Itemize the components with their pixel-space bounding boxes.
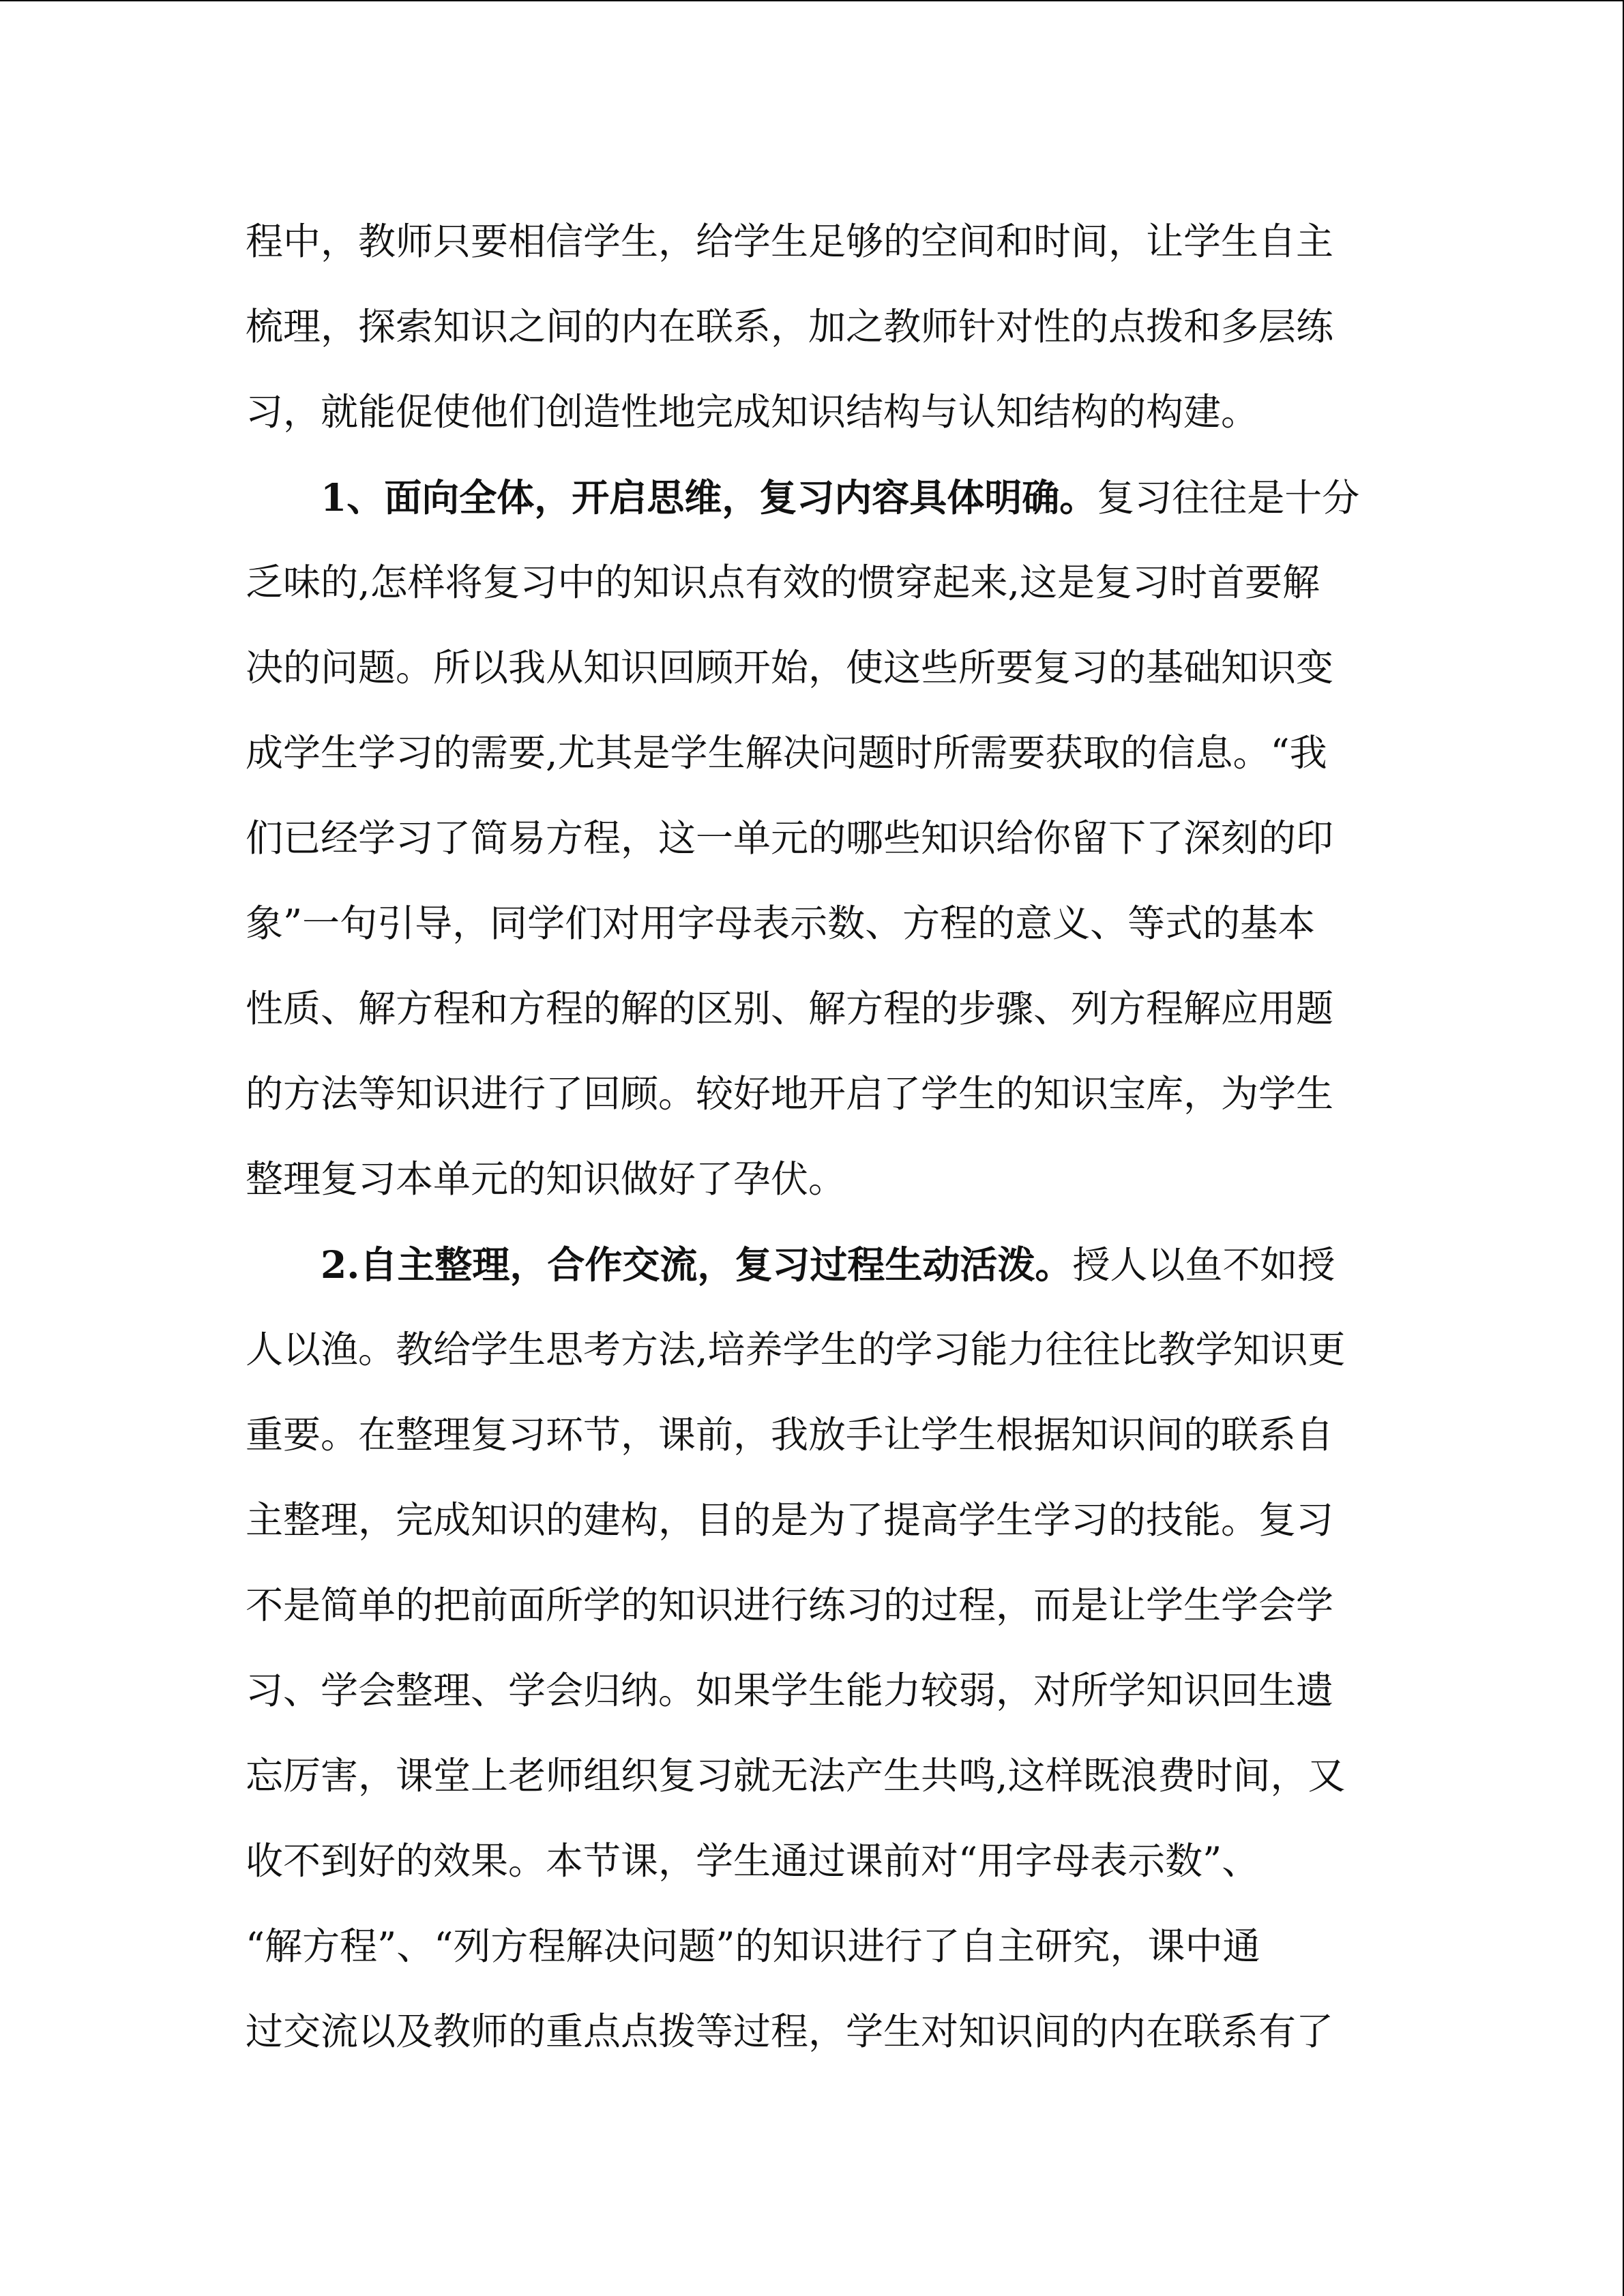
text-line: 人以渔。教给学生思考方法,培养学生的学习能力往往比教学知识更: [246, 1328, 1346, 1371]
section-1-line: [246, 455, 1378, 540]
text-line: 习、学会整理、学会归纳。如果学生能力较弱，对所学知识回生遗: [246, 1669, 1334, 1712]
text-line: 乏味的,怎样将复习中的知识点有效的惯穿起来,这是复习时首要解: [246, 561, 1320, 604]
text-line: 成学生学习的需要,尤其是学生解决问题时所需要获取的信息。“我: [246, 731, 1327, 775]
section-1-heading: 1、面向全体，开启思维，复习内容具体明确。: [321, 475, 1097, 520]
text-line: “解方程”、“列方程解决问题”的知识进行了自主研究，课中通: [246, 1924, 1260, 1968]
text-line: 收不到好的效果。本节课，学生通过课前对“用字母表示数”、: [246, 1839, 1260, 1883]
text-line: 重要。在整理复习环节，课前，我放手让学生根据知识间的联系自: [246, 1413, 1334, 1457]
text-line: 们已经学习了简易方程，这一单元的哪些知识给你留下了深刻的印: [246, 816, 1334, 860]
text-line: 程中，教师只要相信学生，给学生足够的空间和时间，让学生自主: [246, 220, 1334, 263]
text-line: 象”一句引导，同学们对用字母表示数、方程的意义、等式的基本: [246, 901, 1316, 945]
body-text: [246, 199, 1378, 2074]
text-line: 主整理，完成知识的建构，目的是为了提高学生学习的技能。复习: [246, 1498, 1334, 1542]
text-line: 的方法等知识进行了回顾。较好地开启了学生的知识宝库，为学生: [246, 1072, 1334, 1116]
text-line: 过交流以及教师的重点点拨等过程，学生对知识间的内在联系有了: [246, 2010, 1334, 2053]
section-2-heading: 2.自主整理，合作交流，复习过程生动活泼。: [321, 1242, 1073, 1287]
text-line: 梳理，探索知识之间的内在联系，加之教师针对性的点拨和多层练: [246, 305, 1334, 348]
text-line: 决的问题。所以我从知识回顾开始，使这些所要复习的基础知识变: [246, 646, 1334, 689]
text-line: 性质、解方程和方程的解的区别、解方程的步骤、列方程解应用题: [246, 987, 1334, 1030]
text-line: 忘厉害，课堂上老师组织复习就无法产生共鸣,这样既浪费时间，又: [246, 1754, 1346, 1798]
text-line: 不是简单的把前面所学的知识进行练习的过程，而是让学生学会学: [246, 1583, 1334, 1627]
text-line: 习，就能促使他们创造性地完成知识结构与认知结构的构建。: [246, 390, 1259, 434]
section-1-text: 复习往往是十分: [1097, 476, 1360, 520]
section-2-text: 授人以鱼不如授: [1072, 1243, 1335, 1287]
text-line: 整理复习本单元的知识做好了孕伏。: [246, 1157, 846, 1201]
section-2-line: [246, 1222, 1378, 1307]
